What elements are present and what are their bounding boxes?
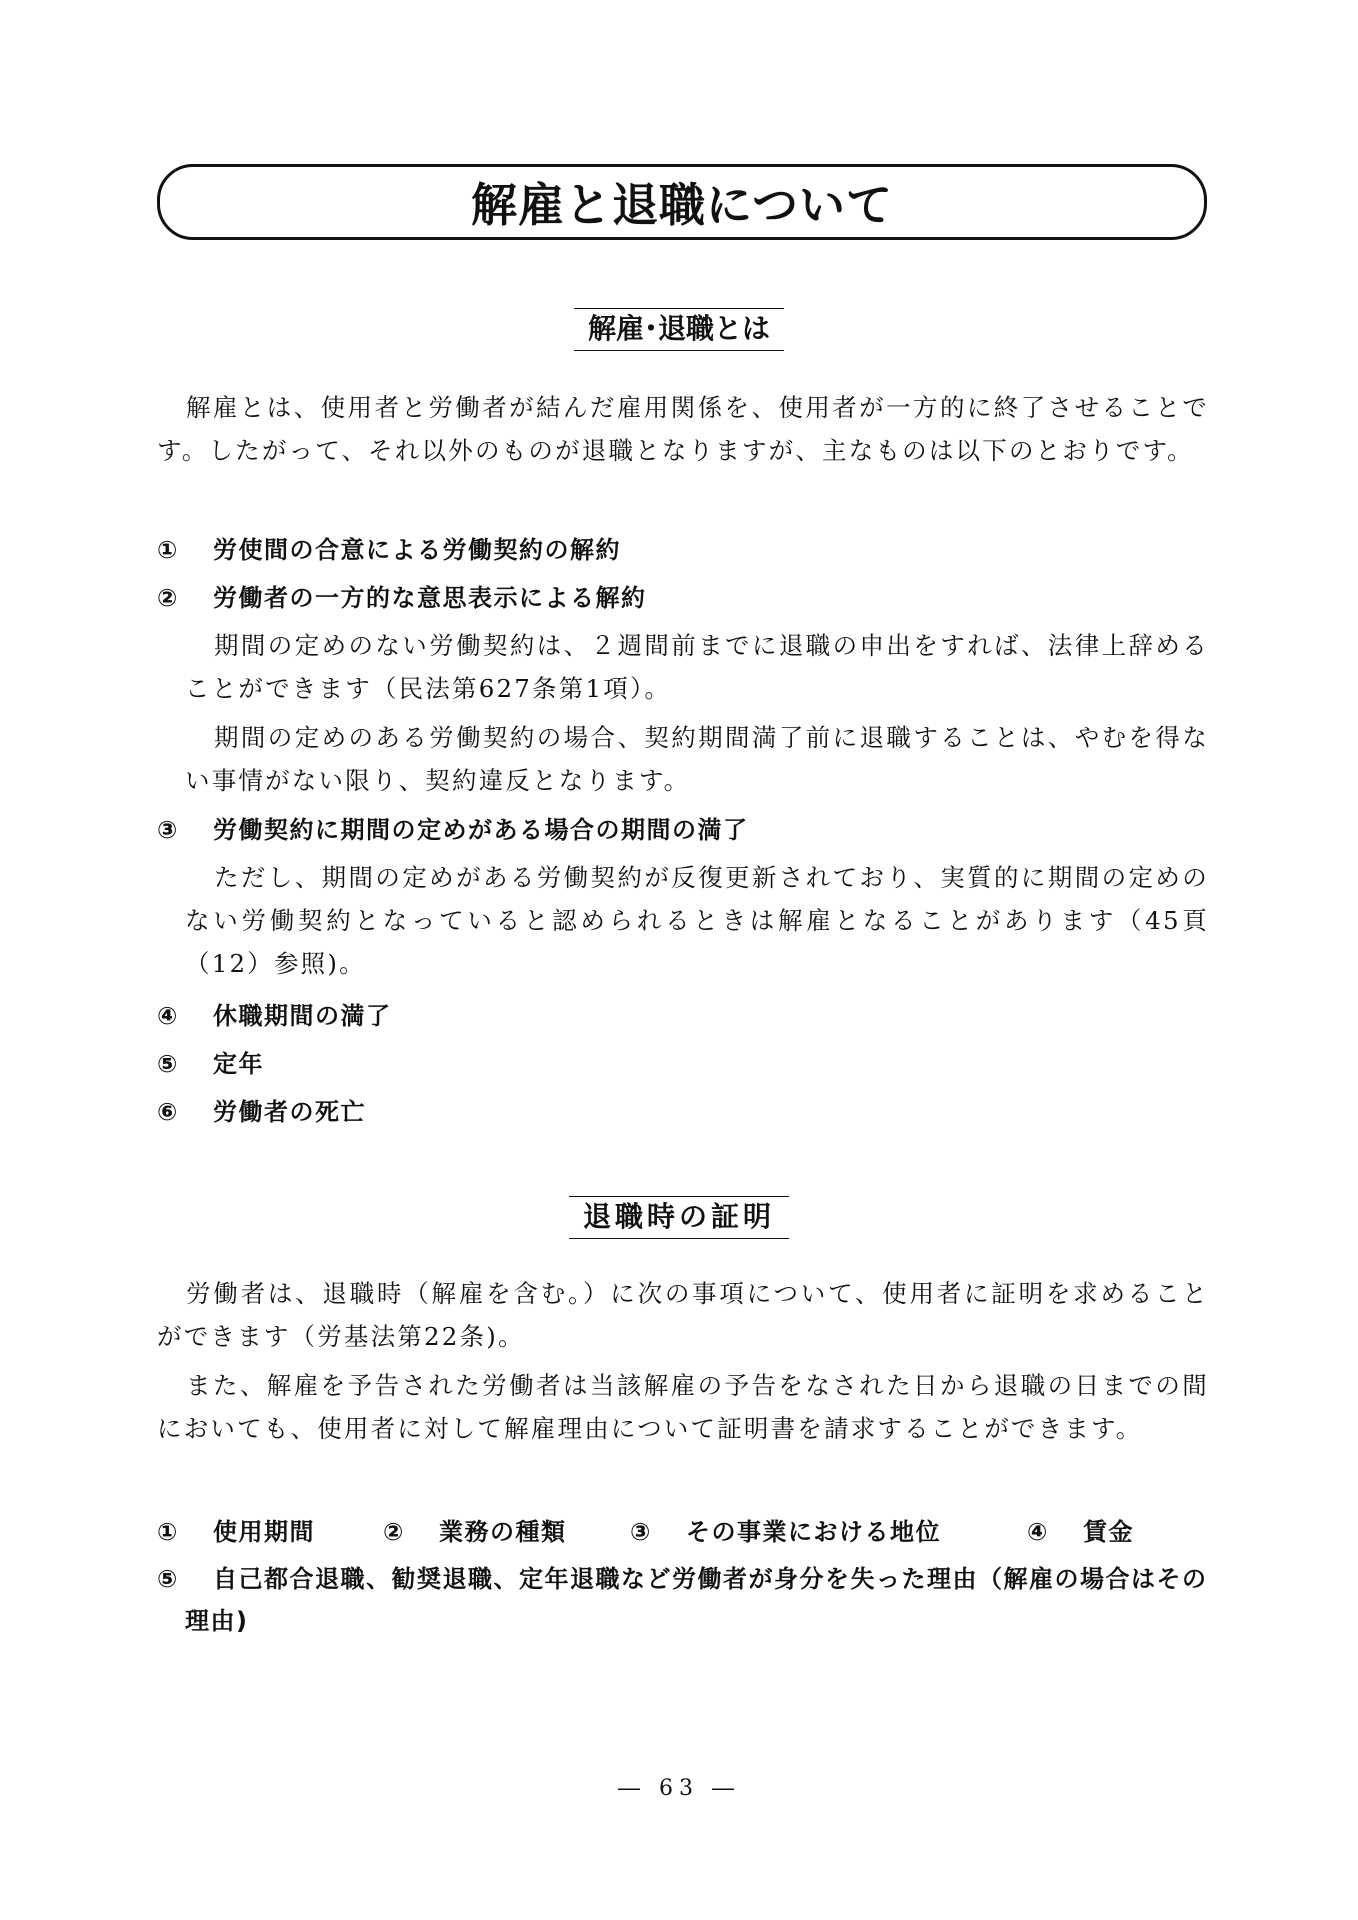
section-heading-dismissal bbox=[0, 308, 1358, 351]
item-number: ③ bbox=[630, 1518, 652, 1546]
list-item bbox=[157, 578, 1209, 618]
section-heading-certificate-text: 退職時の証明 bbox=[569, 1196, 789, 1239]
item-label: 自己都合退職、勧奨退職、定年退職など労働者が身分を失った理由（解雇の場合はその理由) bbox=[185, 1565, 1208, 1635]
item-number: ⑤ bbox=[157, 1565, 179, 1593]
section2-para-1: 労働者は、退職時（解雇を含む。）に次の事項について、使用者に証明を求めることができます（労基法第22条)。 bbox=[157, 1279, 1209, 1351]
item-label: 労使間の合意による労働契約の解約 bbox=[213, 536, 621, 564]
page-title-box bbox=[157, 164, 1207, 240]
item-number: ⑤ bbox=[157, 1050, 179, 1078]
certificate-items-row bbox=[157, 1512, 1209, 1552]
item-number: ③ bbox=[157, 816, 179, 844]
item-number: ② bbox=[383, 1518, 405, 1546]
item2-description-1: 期間の定めのない労働契約は、２週間前までに退職の申出をすれば、法律上辞めることができます（民法第627条第1項）。 bbox=[185, 631, 1209, 703]
list-item bbox=[1027, 1512, 1134, 1552]
section1-intro: 解雇とは、使用者と労働者が結んだ雇用関係を、使用者が一方的に終了させることです。したがって、それ以外のものが退職となりますが、主なものは以下のとおりです。 bbox=[157, 393, 1209, 465]
item-label: 休職期間の満了 bbox=[213, 1002, 392, 1030]
item-label: 使用期間 bbox=[213, 1518, 315, 1546]
list-item bbox=[157, 1044, 1209, 1084]
item2-description-2: 期間の定めのある労働契約の場合、契約期間満了前に退職することは、やむを得ない事情がない限り、契約違反となります。 bbox=[185, 723, 1209, 795]
item-number: ① bbox=[157, 536, 179, 564]
list-item bbox=[157, 996, 1209, 1036]
item-label: 労働契約に期間の定めがある場合の期間の満了 bbox=[213, 816, 749, 844]
section2-para-2: また、解雇を予告された労働者は当該解雇の予告をなされた日から退職の日までの間においても、使用者に対して解雇理由について証明書を請求することができます。 bbox=[157, 1371, 1209, 1443]
item-label: 賃金 bbox=[1083, 1518, 1134, 1546]
item-number: ④ bbox=[157, 1002, 179, 1030]
item-label: 定年 bbox=[213, 1050, 264, 1078]
item-label: 労働者の一方的な意思表示による解約 bbox=[213, 584, 647, 612]
section-heading-dismissal-text: 解雇･退職とは bbox=[574, 308, 784, 351]
item-number: ④ bbox=[1027, 1518, 1049, 1546]
item-number: ② bbox=[157, 584, 179, 612]
list-item bbox=[157, 530, 1209, 570]
list-item bbox=[157, 1512, 383, 1552]
page-title: 解雇と退職について bbox=[470, 178, 894, 232]
page-number: ― 63 ― bbox=[618, 1776, 740, 1801]
item-label: 業務の種類 bbox=[439, 1518, 567, 1546]
list-item bbox=[157, 810, 1209, 850]
item3-description: ただし、期間の定めがある労働契約が反復更新されており、実質的に期間の定めのない労働契約となっていると認められるときは解雇となることがあります（45頁（12）参照)。 bbox=[185, 863, 1209, 978]
list-item bbox=[630, 1512, 1027, 1552]
list-item bbox=[383, 1512, 630, 1552]
section-heading-certificate bbox=[0, 1196, 1358, 1239]
list-item bbox=[157, 1092, 1209, 1132]
list-item bbox=[157, 1558, 1209, 1642]
item-number: ① bbox=[157, 1518, 179, 1546]
item-label: 労働者の死亡 bbox=[213, 1098, 366, 1126]
item-label: その事業における地位 bbox=[686, 1518, 941, 1546]
item-number: ⑥ bbox=[157, 1098, 179, 1126]
